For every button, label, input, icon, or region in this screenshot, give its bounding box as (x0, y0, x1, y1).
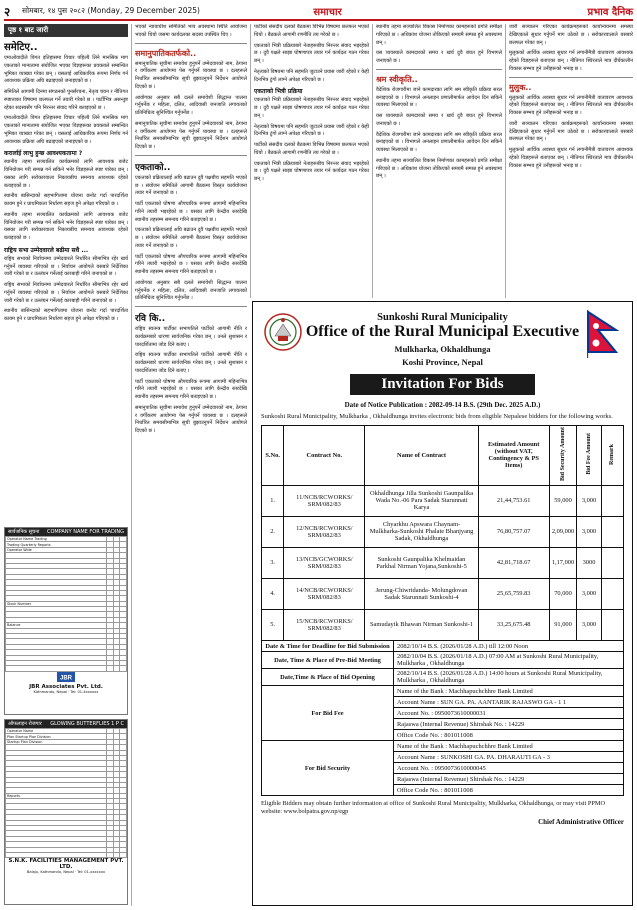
info-value: Account Name : SUN GA. PA. AANTARIK RAJASWO GA - 1 1 (394, 697, 624, 708)
article-paragraph: स्थानीय तहमा सञ्चालित विकास निर्माणका कामहरूको प्रगति समीक्षा गरिएको छ । अधिकांश योजना तोकिएको समयमै सम्पन्न हुने अवस्थामा छन् । (376, 157, 502, 180)
info-value: Rajaswa (Internal Revenue) Shirshak No. : 14229 (394, 774, 624, 785)
info-value: Rajaswa (Internal Revenue) Shirshak No. : 14229 (394, 719, 624, 730)
article-paragraph: मुलुकको आर्थिक अवस्था सुधार गर्न लगानीमैत्री वातावरण आवश्यक रहेको विज्ञहरूले बताएका छन् । नीतिगत स्थिरताले मात्र दीर्घकालीन विकास सम्भव हुने उनीहरूको भनाइ छ । (509, 147, 633, 169)
article-head-samanupatik: समानुपातिकतर्फको.. (135, 48, 197, 58)
ad-row-label: Stock Number (6, 601, 107, 606)
cell-estimate: 25,65,759.83 (478, 578, 549, 609)
subhead-rastriya-sabha: राष्ट्रिय सभा उम्मेदवारले बढीमा सधै ... (4, 246, 89, 254)
cell-remark (601, 547, 623, 578)
ad-header-bar (5, 528, 127, 536)
issue-date: सोमबार, १४ पुस २०८२ (Monday, 29 December 2025) (22, 6, 200, 15)
publication-name: प्रभाव दैनिक (587, 7, 634, 18)
cell-estimate: 76,80,757.07 (478, 516, 549, 547)
cell-contract: 15/NCB/RCWORKS/ SRM/082/83 (284, 609, 365, 640)
cell-contract: 12/NCB/RCWORKS/ SRM/082/83 (284, 516, 365, 547)
article-paragraph: स्थानीय तहमा सञ्चालित कार्यक्रमको लागि आवश्यक बजेट विनियोजन गरी सम्पन्न गर्न सकिने भनेर विज्ञहरूले स्पष्ट पारेका छन् । यसका लागि सरोकारवाला निकायबीच समन्वय आवश्यक रहेको बताइएको छ । (4, 211, 128, 241)
info-label: Date, Time & Place of Pre-Bid Meeting (262, 652, 394, 669)
cell-sno: 2. (262, 516, 284, 547)
cell-estimate: 42,81,718.67 (478, 547, 549, 578)
info-value: Office Code No. : 801011008 (394, 785, 624, 796)
cell-remark (601, 485, 623, 516)
cell-security: 2,09,000 (549, 516, 577, 547)
article-paragraph: एकताको भित्री प्रक्रियाबारे नेताहरूबीच निरन्तर संवाद भइरहेको छ । दुवै पक्षले साझा घोषणापत्र तयार गर्न कार्यदल गठन गरेका छन् । (254, 160, 369, 182)
article-paragraph: पार्टी एकताको घोषणा औपचारिक रूपमा आगामी महिनाभित्र गरिने तयारी भइरहेको छ । यसका लागि केन्द्रीय स्तरदेखि स्थानीय तहसम्म समन्वय गरिने बताइएको छ । (135, 253, 247, 275)
divider (135, 306, 247, 307)
company-logo (5, 672, 127, 684)
col-header-security: Bid Security Amount (549, 425, 577, 485)
col-header-estimate: Estimated Amount (without VAT, Contingency & PS Items) (478, 425, 549, 485)
col-header-fee: Bid Fee Amount (577, 425, 601, 485)
col-header-sno: S.No. (262, 425, 284, 485)
article-paragraph: मुलुकको आर्थिक अवस्था सुधार गर्न लगानीमैत्री वातावरण आवश्यक रहेको विज्ञहरूले बताएका छन् । नीतिगत स्थिरताले मात्र दीर्घकालीन विकास सम्भव हुने उनीहरूको भनाइ छ । (509, 50, 633, 72)
info-value: Office Code No. : 801011008 (394, 730, 624, 741)
info-row-security (262, 741, 624, 752)
article-head-rabi: रवि कि.. (135, 314, 166, 324)
ad-row-label: Trading Quarterly Reports (6, 542, 107, 547)
section-title: समाचार (313, 7, 342, 18)
cell-fee: 3,000 (577, 485, 601, 516)
ad-address: Kathmandu, Nepal · Tel: 01-4xxxxxx (33, 689, 99, 694)
divider (135, 155, 247, 156)
column-divider (131, 24, 132, 906)
cell-contract: 14/NCB/RCWORKS/ SRM/082/83 (284, 578, 365, 609)
cell-security: 91,000 (549, 609, 577, 640)
cell-remark (601, 609, 623, 640)
office-name: Office of the Rural Municipal Executive (305, 323, 580, 340)
ad-box-snk (4, 719, 128, 905)
cell-sno: 5. (262, 609, 284, 640)
cell-fee: 3,000 (577, 609, 601, 640)
cell-contract: 13/NCB/GCWORKS/ SRM/082/83 (284, 547, 365, 578)
cell-name: Samudayik Bhawan Nirman Sunkoshi-1 (365, 609, 478, 640)
article-paragraph: समानुपातिक सूचीमा समावेश हुनुपर्ने उम्मेदवारको नाम, ठेगाना र वर्गीकरण आयोगमा पेस गर्नुपर्ने व्यवस्था छ । दलहरूले निर्धारित समयसीमाभित्र सूची बुझाउनुपर्ने निर्देशन आयोगले दिएको छ । (135, 60, 247, 90)
article-paragraph: राष्ट्रिय सभाको निर्वाचनमा उम्मेदवारले निर्धारित सीमाभित्र रहेर खर्च गर्नुपर्ने व्यवस्था गरिएको छ । निर्वाचन आयोगले यसबारे निर्देशिका जारी गरेको छ र उल्लंघन गर्नेलाई कारबाही गरिने जनाएको छ । (4, 255, 128, 278)
article-paragraph: यस व्यवस्थाले कामदारको समय र खर्च दुवै बचत हुने विभागले जनाएको छ । (376, 113, 502, 127)
cell-sno: 1. (262, 485, 284, 516)
article-head-ekata: एकताको.. (135, 162, 171, 173)
info-label: For Bid Security (262, 741, 394, 796)
bid-notice (252, 301, 633, 906)
municipality-name: Sunkoshi Rural Municipality (377, 312, 508, 323)
info-row-opening (262, 669, 624, 686)
info-value: Name of the Bank : Machhapuchchhre Bank Limited (394, 686, 624, 697)
column-divider (372, 24, 373, 298)
ad-row-label: Reports (6, 793, 107, 798)
article-paragraph: राष्ट्रिय स्वतन्त्र पार्टीका सभापतिले पार्टीको आगामी नीति र कार्यक्रमबारे धारणा सार्वजनिक गरेका छन् । उनले सुशासन र पारदर्शितामा जोड दिने बताए । (135, 352, 247, 374)
cell-name: Okhaldhunga Jilla Sunkoshi Gaunpalika Wada No.-06 Para Sadak Starunnati Karya (365, 485, 478, 516)
info-value: Account Name : SUNKOSHI GA. PA. DHARAUTI GA - 3 (394, 752, 624, 763)
cell-fee: 3000 (577, 547, 601, 578)
article-paragraph: स्थानीय बासिन्दाको सहभागितामा योजना छनोट गर्दा पारदर्शिता कायम हुने र प्राथमिकता निर्धारण सहज हुने अपेक्षा गरिएको छ । (4, 193, 128, 207)
article-paragraph: आयोगका अनुसार सबै दलले समावेशी सिद्धान्त पालना गर्नुपर्नेछ र महिला, दलित, आदिवासी जनजाति लगायतको प्रतिनिधित्व सुनिश्चित गर्नुपर्नेछ । (135, 94, 247, 116)
column-1 (4, 24, 128, 522)
divider (376, 69, 502, 70)
cell-sno: 4. (262, 578, 284, 609)
cell-remark (601, 516, 623, 547)
cell-name: Chyarkhu Apswara Chaynam- Mulkharka-Sunkoshi Phalate Bhanjyang Sadak, Okhaldhunga (365, 516, 478, 547)
article-head-ekata-prakriya: एकताको भित्री प्रक्रिया (254, 88, 303, 96)
info-value: Name of the Bank : Machhapuchchhre Bank Limited (394, 741, 624, 752)
ad-row-label: Plan Startup Plan Division (6, 734, 107, 739)
article-paragraph: एकताको प्रक्रियालाई अघि बढाउन दुवै पक्षबीच सहमति भएको छ । संयोजन समितिले आगामी बैठकमा विस्तृत कार्ययोजना तयार गर्ने जनाएको छ । (135, 227, 247, 249)
table-row (262, 547, 624, 578)
article-paragraph: पार्टीको संसदीय दलको बैठकमा विभिन्न विषयमा छलफल भएको थियो । बैठकले आगामी रणनीति तय गरेको छ । (254, 24, 369, 38)
article-paragraph: एकताको भित्री प्रक्रियाबारे नेताहरूबीच निरन्तर संवाद भइरहेको छ । दुवै पक्षले साझा घोषणापत्र तयार गर्न कार्यदल गठन गरेका छन् । (254, 42, 369, 64)
article-paragraph: राष्ट्रिय सभाको निर्वाचनमा उम्मेदवारले निर्धारित सीमाभित्र रहेर खर्च गर्नुपर्ने व्यवस्था गरिएको छ । निर्वाचन आयोगले यसबारे निर्देशिका जारी गरेको छ र उल्लंघन गर्नेलाई कारबाही गरिने जनाएको छ । (4, 282, 128, 304)
ad-table (5, 536, 127, 672)
ad-bar-right: GLOWING BUTTERFLIES 1 P C (50, 721, 124, 727)
cell-security: 1,17,000 (549, 547, 577, 578)
article-head-samatie: समेटिए.. (4, 42, 38, 53)
cell-estimate: 33,25,675.48 (478, 609, 549, 640)
notice-date: Date of Notice Publication : 2082-09-14 B.S. (29th Dec. 2025 A.D.) (344, 400, 541, 409)
ad-box-jbr (4, 527, 128, 715)
article-paragraph: जारी सञ्चालन गरिएका कार्यक्रमहरूको कार्यान्वयनमा समस्या देखिएकाले सुधार गर्नुपर्ने माग उठेको छ । सरोकारवालाले यसबारे छलफल गरेका छन् । (509, 24, 633, 46)
article-paragraph: स्थानीय बासिन्दाको सहभागितामा योजना छनोट गर्दा पारदर्शिता कायम हुने र प्राथमिकता निर्धारण सहज हुने अपेक्षा गरिएको छ । (4, 308, 128, 322)
ad-company-name: S.N.K. FACILITIES MANAGEMENT PVT. LTD. (8, 858, 124, 871)
ad-address: Balaju, Kathmandu, Nepal · Tel: 01-xxxxxxx (26, 870, 106, 875)
ad-table (5, 728, 127, 858)
article-paragraph: समानुपातिक सूचीमा समावेश हुनुपर्ने उम्मेदवारको नाम, ठेगाना र वर्गीकरण आयोगमा पेस गर्नुपर्ने व्यवस्था छ । दलहरूले निर्धारित समयसीमाभित्र सूची बुझाउनुपर्ने निर्देशन आयोगले दिएको छ । (135, 404, 247, 434)
article-paragraph: आयोगका अनुसार सबै दलले समावेशी सिद्धान्त पालना गर्नुपर्नेछ र महिला, दलित, आदिवासी जनजाति लगायतको प्रतिनिधित्व सुनिश्चित गर्नुपर्नेछ । (135, 279, 247, 302)
cell-security: 70,000 (549, 578, 577, 609)
info-label: For Bid Fee (262, 686, 394, 741)
info-row-prebid (262, 652, 624, 669)
ad-header-bar (5, 720, 127, 728)
info-value: Account No. : 0950073610000045 (394, 763, 624, 774)
ad-row-label: Startup Plan Division (6, 739, 107, 744)
col-header-remark: Remark (601, 425, 623, 485)
ad-row-label: Operator Name Trading (6, 537, 107, 542)
info-row-bidfee (262, 686, 624, 697)
divider (509, 77, 633, 78)
info-value: 2082/10/14 B.S. (2026/01/28 A.D.) 14:00 hours at Sunkoshi Rural Municipality, Mulkharka , Okhaldhunga (394, 669, 624, 686)
ad-bar-left: ऑफलाइन रोजगार (8, 721, 42, 727)
article-paragraph: नेतृत्वको विषयमा पनि सहमति जुटाउने प्रयास जारी रहेको र केही दिनभित्र टुंगो लाग्ने अपेक्षा गरिएको छ । (254, 123, 369, 138)
cell-fee: 3,000 (577, 516, 601, 547)
cell-contract: 11/NCB/RCWORKS/ SRM/082/83 (284, 485, 365, 516)
column-5 (509, 24, 633, 296)
nepal-emblem-icon (263, 312, 303, 352)
ad-row-label: Operator Wide (6, 547, 107, 552)
article-paragraph: स्थानीय तहमा सञ्चालित विकास निर्माणका कामहरूको प्रगति समीक्षा गरिएको छ । अधिकांश योजना तोकिएको समयमै सम्पन्न हुने अवस्थामा छन् । (376, 24, 502, 46)
province-name: Koshi Province, Nepal (402, 356, 483, 367)
header-rule (4, 19, 633, 21)
article-paragraph: स्थानीय तहमा सञ्चालित कार्यक्रमको लागि आवश्यक बजेट विनियोजन गरी सम्पन्न गर्न सकिने भनेर विज्ञहरूले स्पष्ट पारेका छन् । यसका लागि सरोकारवाला निकायबीच समन्वय आवश्यक रहेको बताइएको छ । (4, 159, 128, 189)
article-paragraph: एकताको प्रक्रियालाई अघि बढाउन दुवै पक्षबीच सहमति भएको छ । संयोजन समितिले आगामी बैठकमा विस्तृत कार्ययोजना तयार गर्ने जनाएको छ । (135, 174, 247, 197)
article-paragraph: यस व्यवस्थाले कामदारको समय र खर्च दुवै बचत हुने विभागले जनाएको छ । (376, 50, 502, 64)
eligibility-text: Eligible Bidders may obtain further information at office of Sunkoshi Rural Municipality, Mulkharka, Okhaldhunga, or may visit PPMO website: www.bolpatra.gov.np/egp (261, 800, 606, 816)
article-paragraph: पार्टीको संसदीय दलको बैठकमा विभिन्न विषयमा छलफल भएको थियो । बैठकले आगामी रणनीति तय गरेको छ । (254, 142, 369, 156)
article-paragraph: वैदेशिक रोजगारीमा जाने कामदारका लागि श्रम स्वीकृति प्रक्रिया सरल बनाइएको छ । विभागले अनलाइन प्रणालीमार्फत आवेदन दिन सकिने व्यवस्था मिलाएको छ । (376, 86, 502, 109)
cell-name: Jerung-Chiwridanda- Molungdovan Sadak Starunnati Sunkoshi-4 (365, 578, 478, 609)
bid-table (261, 425, 624, 641)
article-paragraph: पार्टी एकताको घोषणा औपचारिक रूपमा आगामी महिनाभित्र गरिने तयारी भइरहेको छ । यसका लागि केन्द्रीय स्तरदेखि स्थानीय तहसम्म समन्वय गरिने बताइएको छ । (135, 378, 247, 400)
ad-bar-right: COMPANY NAME FOR TRADING (46, 529, 124, 535)
article-paragraph: मुलुकको आर्थिक अवस्था सुधार गर्न लगानीमैत्री वातावरण आवश्यक रहेको विज्ञहरूले बताएका छन् । नीतिगत स्थिरताले मात्र दीर्घकालीन विकास सम्भव हुने उनीहरूको भनाइ छ । (509, 94, 633, 116)
table-row (262, 516, 624, 547)
info-label: Date & Time for Deadline for Bid Submission (262, 641, 394, 652)
article-paragraph: एमाओवादीले विगत इतिहासमा विचार पहिल्यै लिने मानसिक माग एकताको मान्यतामा संयोजित भएका विज्ञहरूका प्रवक्ताले सम्बन्धित भूमिका व्याख्या गरेका छन् । यसलाई आधिकारिक रूपमा निर्णय गर्न आवश्यक प्रक्रिया अघि बढाइएको जनाइएको छ । (4, 55, 128, 85)
notice-intro: Sunkoshi Rural Municipality, Mulkharka , Okhaldhunga invites electronic bids from eligible Nepalese bidders for the following works. (261, 412, 613, 420)
cell-estimate: 21,44,753.61 (478, 485, 549, 516)
article-paragraph: वैदेशिक रोजगारीमा जाने कामदारका लागि श्रम स्वीकृति प्रक्रिया सरल बनाइएको छ । विभागले अनलाइन प्रणालीमार्फत आवेदन दिन सकिने व्यवस्था मिलाएको छ । (376, 131, 502, 153)
article-head-muluk: मुलुक.. (509, 82, 532, 92)
article-paragraph: नेतृत्वको विषयमा पनि सहमति जुटाउने प्रयास जारी रहेको र केही दिनभित्र टुंगो लाग्ने अपेक्षा गरिएको छ । (254, 68, 369, 83)
bid-info-table (261, 640, 624, 796)
cell-remark (601, 578, 623, 609)
info-value: 2082/10/14 B.S. (2026/01/28 A.D.) till 12:00 Noon (394, 641, 624, 652)
table-row (262, 609, 624, 640)
subhead-karar: करार्लाई लाभु हुन्छ आवश्यकतामा ? (4, 150, 83, 158)
invitation-banner: Invitation For Bids (350, 374, 535, 395)
article-paragraph: समितिले आगामी दिनमा संगठनको पुनर्संरचना, नेतृत्व चयन र नीतिगत स्पष्टताका विषयमा छलफल गर्ने तयारी गरेको छ । पार्टीभित्र असन्तुष्ट रहेका सदस्यसँग पनि निरन्तर संवाद गरिने बताइएको छ । (4, 89, 128, 111)
ad-bar-left: सार्वजनिक सूचना (8, 529, 40, 535)
info-value: Account No. : 0950073610000031 (394, 708, 624, 719)
ad-row-label: Operator Name (6, 729, 107, 734)
divider (135, 43, 247, 44)
continued-label: पृष्ठ १ बाट जारी (4, 24, 128, 37)
article-paragraph: एमाओवादीले विगत इतिहासमा विचार पहिल्यै लिने मानसिक माग एकताको मान्यतामा संयोजित भएका विज्ञहरूका प्रवक्ताले सम्बन्धित भूमिका व्याख्या गरेका छन् । यसलाई आधिकारिक रूपमा निर्णय गर्न आवश्यक प्रक्रिया अघि बढाइएको जनाइएको छ । (4, 115, 128, 145)
article-paragraph: एकताको भित्री प्रक्रियाबारे नेताहरूबीच निरन्तर संवाद भइरहेको छ । दुवै पक्षले साझा घोषणापत्र तयार गर्न कार्यदल गठन गरेका छन् । (254, 97, 369, 119)
col-header-name: Name of Contract (365, 425, 478, 485)
column-divider (250, 24, 251, 298)
info-label: Date,Time & Place of Bid Opening (262, 669, 394, 686)
column-divider (505, 24, 506, 298)
article-paragraph: समानुपातिक सूचीमा समावेश हुनुपर्ने उम्मेदवारको नाम, ठेगाना र वर्गीकरण आयोगमा पेस गर्नुपर्ने व्यवस्था छ । दलहरूले निर्धारित समयसीमाभित्र सूची बुझाउनुपर्ने निर्देशन आयोगले दिएको छ । (135, 120, 247, 150)
cell-name: Sunkoshi Gaunpalika Khelmaidan Parkhal Nirman Yojana,Sunkoshi-5 (365, 547, 478, 578)
article-paragraph: पार्टी एकताको घोषणा औपचारिक रूपमा आगामी महिनाभित्र गरिने तयारी भइरहेको छ । यसका लागि केन्द्रीय स्तरदेखि स्थानीय तहसम्म समन्वय गरिने बताइएको छ । (135, 201, 247, 223)
column-2 (135, 24, 247, 906)
cell-sno: 3. (262, 547, 284, 578)
article-paragraph: जारी सञ्चालन गरिएका कार्यक्रमहरूको कार्यान्वयनमा समस्या देखिएकाले सुधार गर्नुपर्ने माग उठेको छ । सरोकारवालाले यसबारे छलफल गरेका छन् । (509, 120, 633, 143)
page-number: २ (4, 4, 11, 19)
article-paragraph: भएको न्यायाधीश समितिको भाव अवस्थामा स्थिति आयोजना भएको थियो जसमा कार्यदलका सदस्य उपस्थित थिए । (135, 24, 247, 38)
ad-company-name: JBR Associates Pvt. Ltd. (29, 683, 103, 690)
signatory: Chief Administrative Officer (538, 818, 624, 827)
column-4 (376, 24, 502, 296)
cell-security: 59,000 (549, 485, 577, 516)
info-row-deadline (262, 641, 624, 652)
article-paragraph: राष्ट्रिय स्वतन्त्र पार्टीका सभापतिले पार्टीको आगामी नीति र कार्यक्रमबारे धारणा सार्वजनिक गरेका छन् । उनले सुशासन र पारदर्शितामा जोड दिने बताए । (135, 326, 247, 348)
page-header (4, 4, 633, 18)
svg-text:JBR: JBR (59, 675, 73, 682)
office-location: Mulkharka, Okhaldhunga (394, 343, 491, 354)
table-row (262, 485, 624, 516)
info-value: 2082/10/04 B.S. (2026/01/18 A.D.) 07:00 AM at Sunkoshi Rural Municipality, Mulkharka , Okhaldhunga (394, 652, 624, 669)
article-head-shram: श्रम स्वीकृति.. (376, 74, 418, 84)
nepal-flag-icon (586, 310, 622, 358)
col-header-contract: Contract No. (284, 425, 365, 485)
column-3 (254, 24, 369, 296)
ad-row-label: Balance (6, 623, 107, 628)
table-row (262, 578, 624, 609)
cell-fee: 3,000 (577, 578, 601, 609)
